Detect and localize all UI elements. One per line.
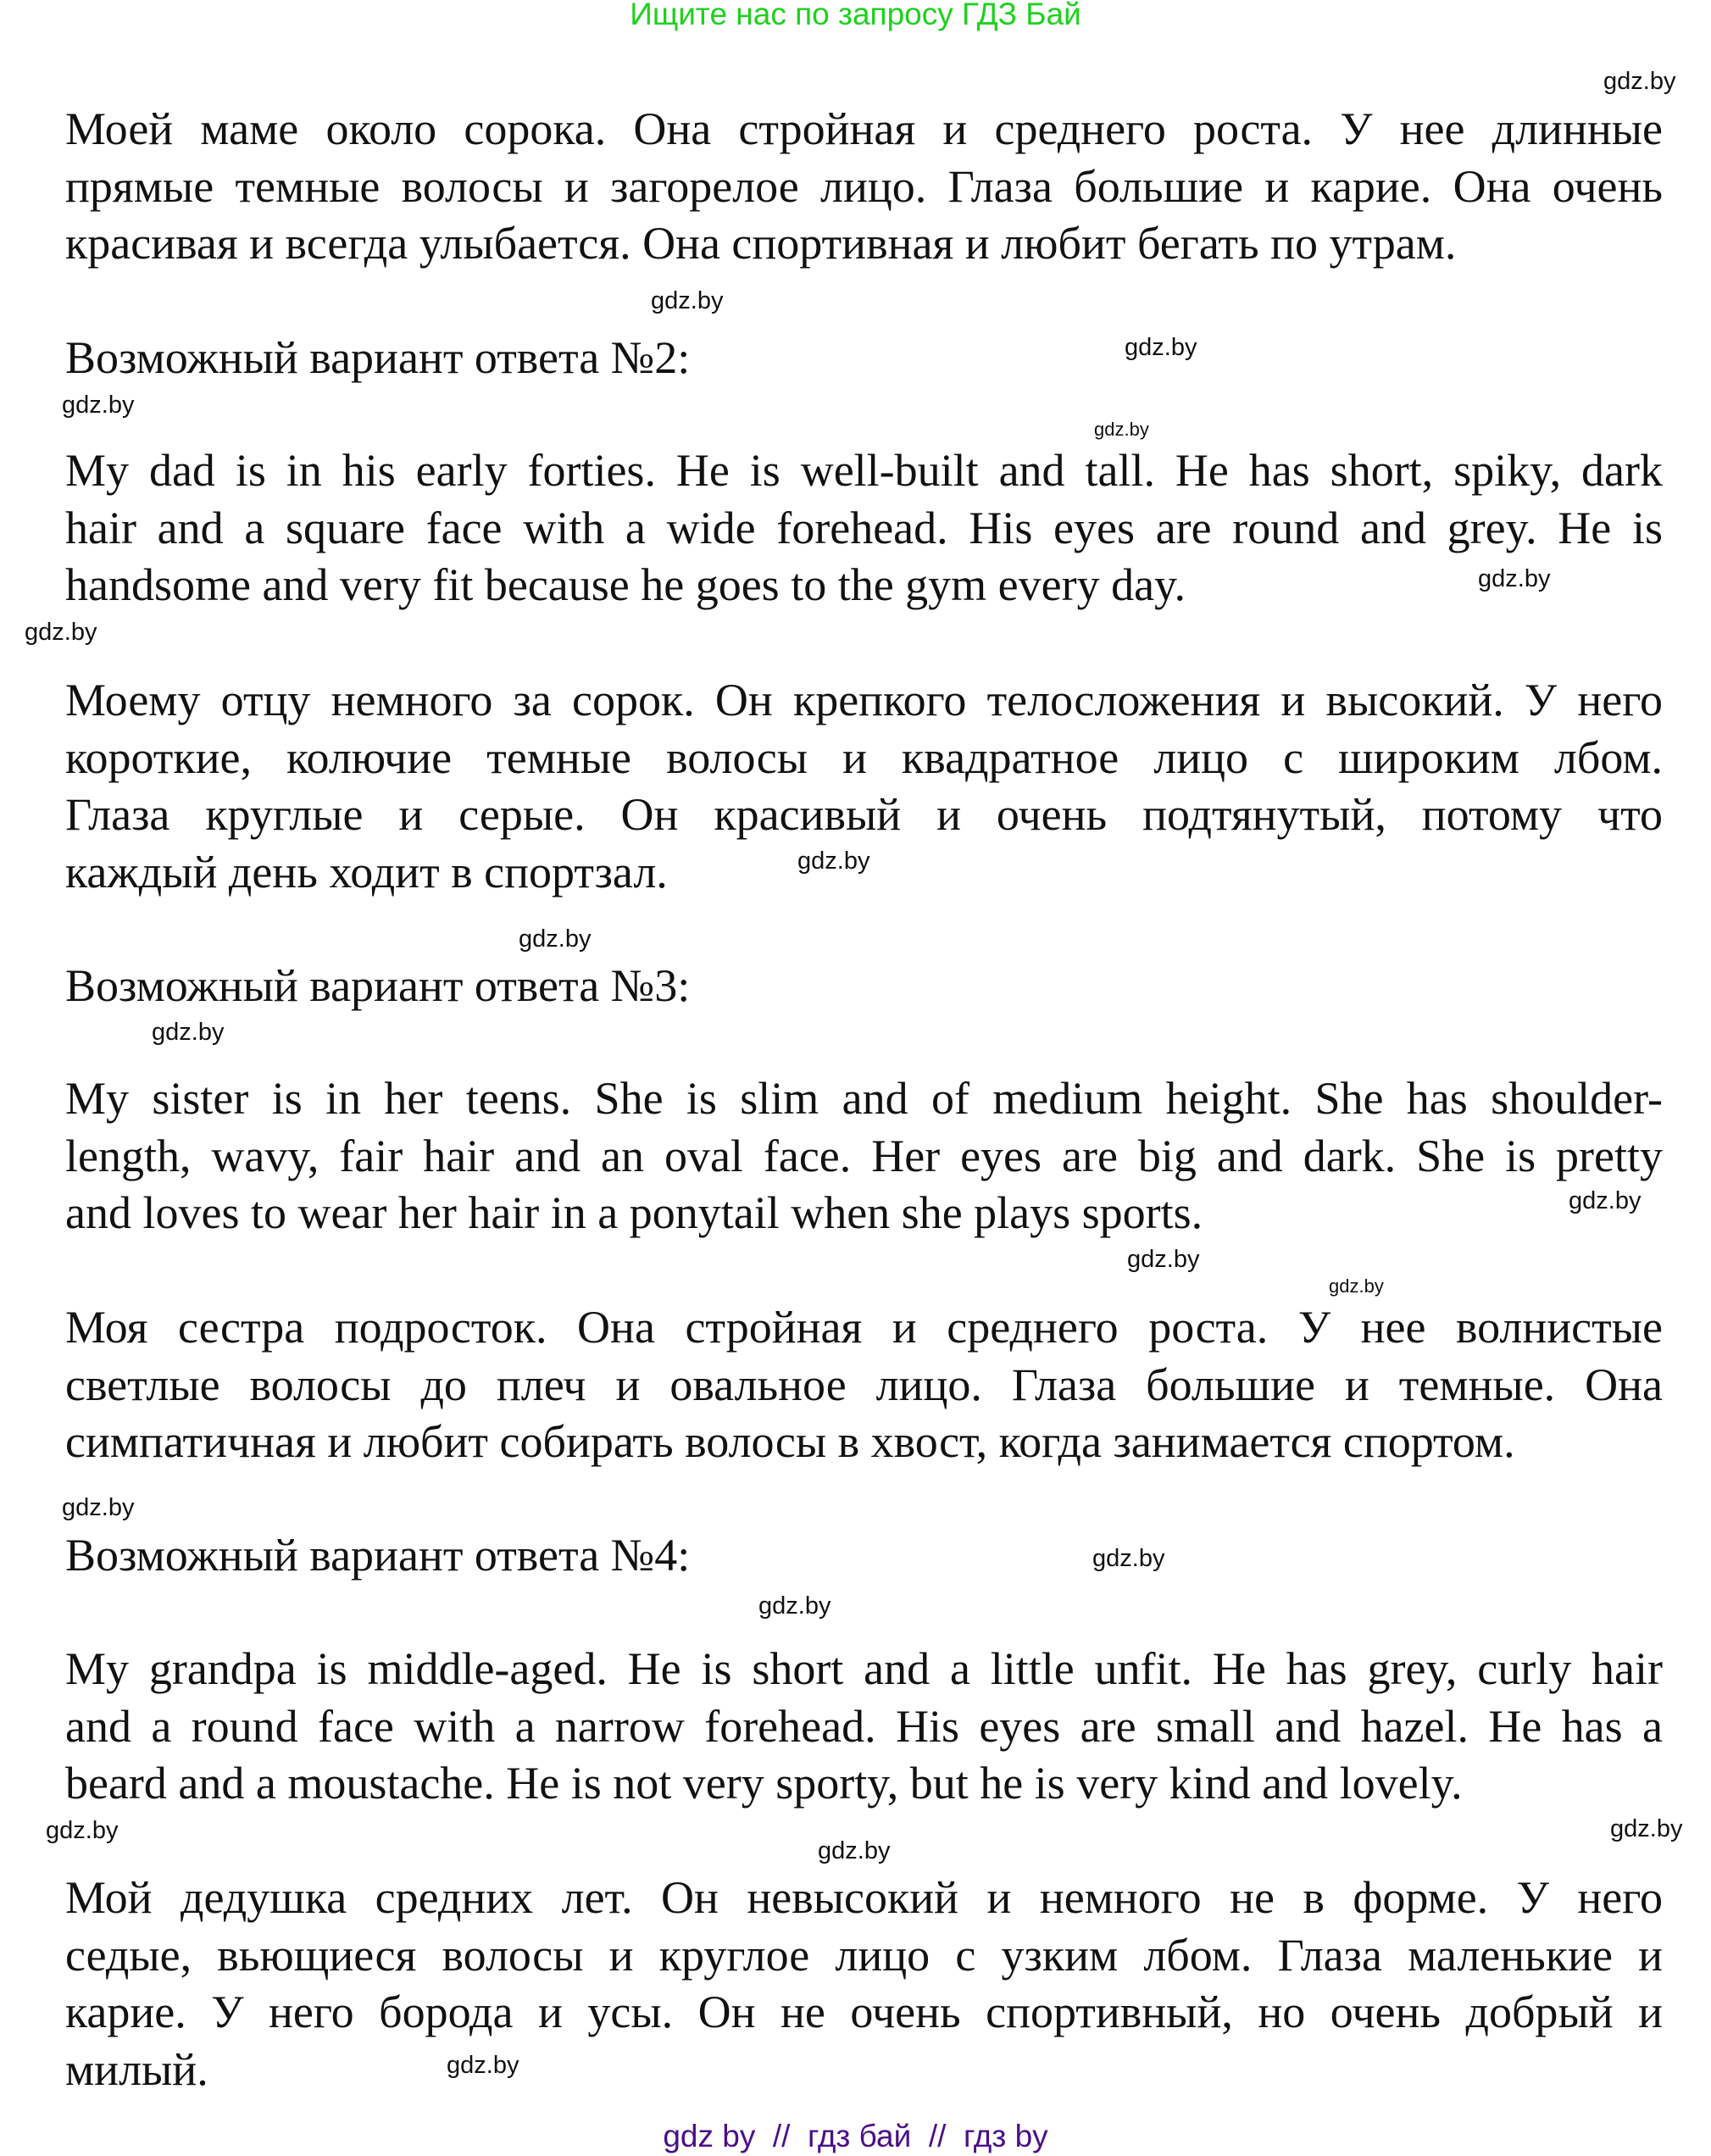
text-line: каждый день ходит в спортзал. — [65, 846, 668, 897]
watermark: gdz.by — [1125, 334, 1197, 361]
search-banner[interactable]: Ищите нас по запросу ГДЗ Бай — [630, 0, 1081, 31]
text-line: светлые волосы до плеч и овальное лицо. Глаза большие и темные. Она — [65, 1359, 1663, 1410]
watermark: gdz.by — [62, 392, 135, 419]
watermark: gdz.by — [1610, 1815, 1683, 1842]
text-line: beard and a moustache. He is not very sporty, but he is very kind and lovely. — [65, 1758, 1463, 1809]
watermark: gdz.by — [519, 925, 592, 953]
text-line: and a round face with a narrow forehead. His eyes are small and hazel. He has a — [65, 1700, 1663, 1752]
paragraph-5 — [65, 1299, 1663, 1471]
text-line: седые, вьющиеся волосы и круглое лицо с узким лбом. Глаза маленькие и — [65, 1929, 1663, 1981]
text-line: My dad is in his early forties. He is well-built and tall. He has short, spiky, dark — [65, 445, 1663, 496]
text-line: короткие, колючие темные волосы и квадратное лицо с широким лбом. — [65, 731, 1663, 783]
watermark: gdz.by — [152, 1019, 225, 1046]
text-line: красивая и всегда улыбается. Она спортивная и любит бегать по утрам. — [65, 218, 1457, 269]
watermark: gdz.by — [1329, 1275, 1384, 1297]
watermark: gdz.by — [1092, 1545, 1165, 1572]
watermark: gdz.by — [651, 287, 724, 314]
paragraph-2 — [65, 442, 1663, 614]
watermark: gdz.by — [25, 619, 97, 646]
heading-variant-4: Возможный вариант ответа №4: — [65, 1530, 691, 1581]
heading-variant-3: Возможный вариант ответа №3: — [65, 960, 691, 1011]
text-line: My grandpa is middle-aged. He is short and a little unfit. He has grey, curly hair — [65, 1643, 1663, 1694]
text-line: милый. — [65, 2043, 208, 2095]
watermark: gdz.by — [62, 1494, 135, 1521]
text-line: My sister is in her teens. She is slim and of medium height. She has shoulder- — [65, 1073, 1663, 1124]
text-line: Моя сестра подросток. Она стройная и среднего роста. У нее волнистые — [65, 1302, 1663, 1353]
watermark: gdz.by — [818, 1837, 891, 1864]
text-line: handsome and very fit because he goes to the gym every day. — [65, 559, 1186, 610]
watermark: gdz.by — [758, 1592, 831, 1620]
watermark: gdz.by — [797, 847, 870, 875]
watermark: gdz.by — [1094, 419, 1149, 440]
text-line: Мой дедушка средних лет. Он невысокий и немного не в форме. У него — [65, 1872, 1663, 1923]
text-line: Моей маме около сорока. Она стройная и среднего роста. У нее длинные — [65, 103, 1663, 154]
paragraph-6 — [65, 1641, 1663, 1813]
heading-variant-2: Возможный вариант ответа №2: — [65, 332, 691, 383]
watermark: gdz.by — [1603, 68, 1676, 95]
paragraph-1 — [65, 101, 1663, 273]
paragraph-4 — [65, 1070, 1663, 1242]
watermark: gdz.by — [1127, 1246, 1200, 1273]
watermark: gdz.by — [1478, 565, 1551, 592]
text-line: Моему отцу немного за сорок. Он крепкого телосложения и высокий. У него — [65, 675, 1663, 725]
text-line: прямые темные волосы и загорелое лицо. Глаза большие и карие. Она очень — [65, 160, 1663, 212]
text-line: карие. У него борода и усы. Он не очень спортивный, но очень добрый и — [65, 1987, 1663, 2037]
text-line: length, wavy, fair hair and an oval face. Her eyes are big and dark. She is pretty — [65, 1130, 1663, 1181]
text-line: симпатичная и любит собирать волосы в хвост, когда занимается спортом. — [65, 1416, 1515, 1467]
footer-links[interactable]: gdz by // гдз бай // гдз by — [663, 2119, 1048, 2153]
watermark: gdz.by — [1569, 1187, 1642, 1214]
watermark: gdz.by — [46, 1817, 119, 1844]
watermark: gdz.by — [447, 2052, 519, 2079]
text-line: Глаза круглые и серые. Он красивый и очень подтянутый, потому что — [65, 789, 1663, 840]
text-line: and loves to wear her hair in a ponytail when she plays sports. — [65, 1187, 1203, 1238]
paragraph-7 — [65, 1870, 1663, 2098]
text-line: hair and a square face with a wide forehead. His eyes are round and grey. He is — [65, 502, 1663, 553]
